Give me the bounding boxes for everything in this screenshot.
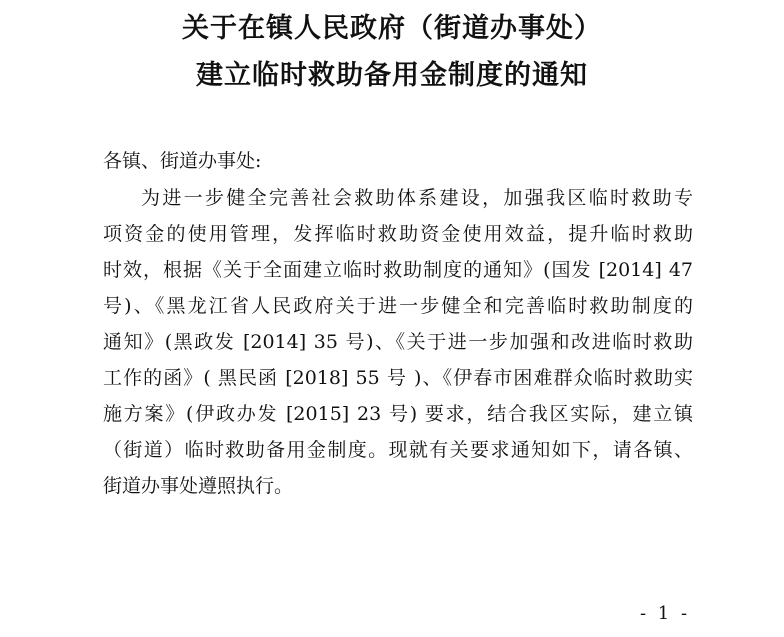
body-line: 号)、《黑龙江省人民政府关于进一步健全和完善临时救助制度的: [103, 295, 693, 317]
body-line: 施方案》(伊政办发 [2015] 23 号) 要求，结合我区实际，建立镇: [103, 403, 693, 425]
body-line: 项资金的使用管理，发挥临时救助资金使用效益，提升临时救助: [103, 223, 693, 245]
page-number: - 1 -: [640, 603, 691, 624]
body-line: 时效，根据《关于全面建立临时救助制度的通知》(国发 [2014] 47: [103, 259, 693, 281]
document-title-line-2: 建立临时救助备用金制度的通知: [196, 60, 588, 91]
body-line: （街道）临时救助备用金制度。现就有关要求通知如下，请各镇、: [103, 439, 693, 461]
document-title-line-1: 关于在镇人民政府（街道办事处）: [182, 13, 602, 44]
body-line: 街道办事处遵照执行。: [103, 475, 294, 497]
body-line: 为进一步健全完善社会救助体系建设，加强我区临时救助专: [141, 187, 693, 209]
body-line: 通知》(黑政发 [2014] 35 号)、《关于进一步加强和改进临时救助: [103, 331, 693, 353]
body-line: 工作的函》( 黑民函 [2018] 55 号 )、《伊春市困难群众临时救助实: [103, 367, 693, 389]
salutation: 各镇、街道办事处:: [103, 150, 262, 172]
